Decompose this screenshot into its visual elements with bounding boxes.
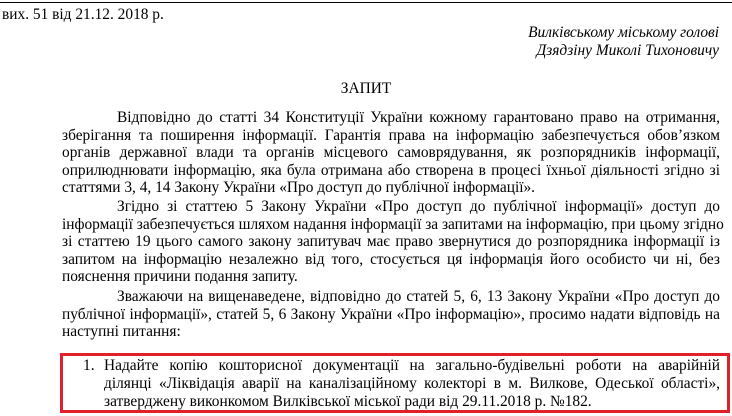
question-line: затверджену виконкомом Вилківської міської ради від 29.11.2018 р. №182.: [104, 393, 592, 410]
paragraph-line: оприлюднювати інформацію, яка була отримана або створена в процесі їхньої діяльності згідно зі: [62, 161, 720, 179]
paragraph-line: зі статтею 19 цього самого закону запитувач має право звернутися до розпорядника інформації із: [62, 233, 720, 250]
highlight-box: [60, 353, 730, 413]
paragraph-line: статтями 3, 4, 14 Закону України «Про доступ до публічної інформації».: [62, 179, 536, 196]
paragraph-line: Зважаючи на вищенаведене, відповідно до статей 5, 6, 13 Закону України «Про доступ до: [117, 288, 720, 305]
question-number: 1.: [83, 357, 95, 374]
paragraph-line: інформації забезпечується шляхом надання інформації за запитами на інформацію, при цьому згідно: [62, 215, 724, 233]
paragraph-line: наступні питання:: [62, 323, 181, 340]
header-rule: [0, 2, 732, 3]
paragraph-line: пояснення причини подання запиту.: [62, 268, 298, 285]
paragraph-2: [62, 198, 724, 286]
outgoing-number: вих. 51 від 21.12. 2018 р.: [2, 6, 164, 23]
paragraph-line: запитом на інформацію незалежно від того, стосується ця інформація його особисто чи ні, без: [62, 250, 720, 268]
paragraph-line: зберігання та поширення інформації. Гарантія права на інформацію забезпечується обов’язком: [62, 126, 720, 144]
addressee-position: Вилківському міському голові: [528, 24, 719, 41]
paragraph-line: органів державної влади та органів місцевого самоврядування, як розпорядників інформації,: [62, 144, 720, 161]
question-line: ділянці «Ліквідація аварії на каналізаційному колекторі в м. Вилкове, Одеської області»,: [104, 375, 720, 392]
paragraph-1: [62, 109, 720, 197]
paragraph-line: Відповідно до статті 34 Конституції України кожному гарантовано право на отримання,: [117, 109, 720, 126]
paragraph-line: публічної інформації», статей 5, 6 Закону України «Про інформацію», просимо надати відповідь на: [62, 305, 720, 323]
addressee-name: Дзядзіну Миколі Тихоновичу: [536, 42, 719, 59]
question-line: Надайте копію кошторисної документації на загально-будівельні роботи на аварійній: [104, 357, 720, 374]
paragraph-line: Згідно зі статтею 5 Закону України «Про доступ до публічної інформації» доступ до: [117, 198, 720, 215]
document-title: ЗАПИТ: [340, 80, 392, 97]
paragraph-3: [62, 288, 720, 341]
